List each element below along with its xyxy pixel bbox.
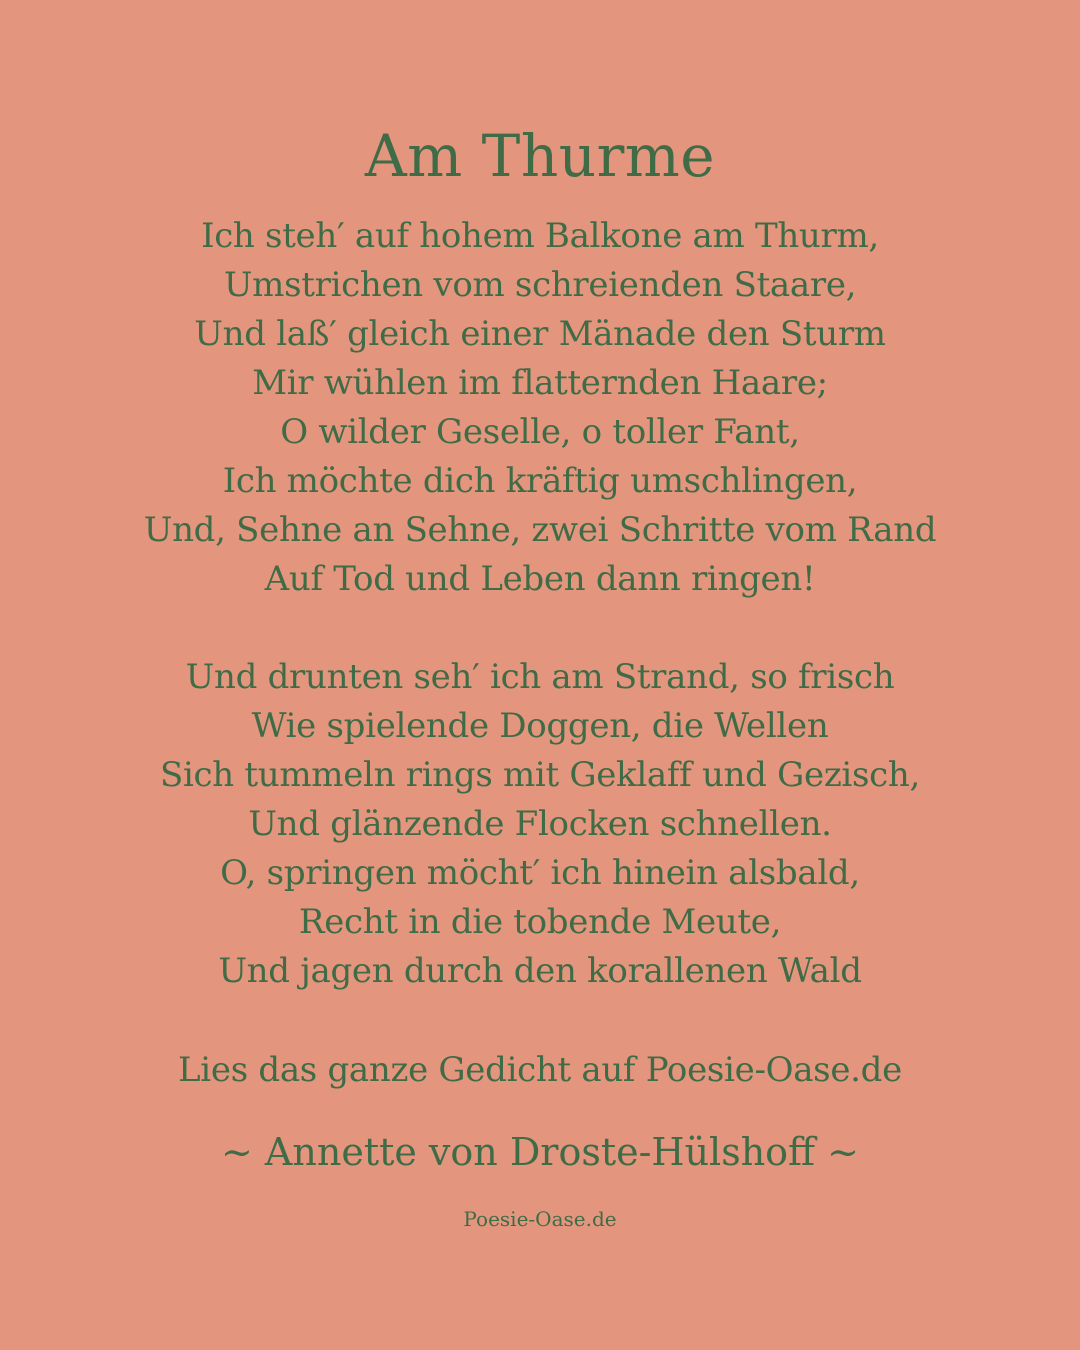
poem-line: Und drunten seh′ ich am Strand, so frisch xyxy=(185,657,895,697)
poem-line: Sich tummeln rings mit Geklaff und Gezisch, xyxy=(159,755,921,795)
poem-line: Recht in die tobende Meute, xyxy=(298,902,782,942)
poem-line: Und, Sehne an Sehne, zwei Schritte vom Rand xyxy=(143,510,937,550)
poem-line: Auf Tod und Leben dann ringen! xyxy=(264,559,816,599)
stanza-1 xyxy=(0,212,1080,604)
author-credit: ~ Annette von Droste-Hülshoff ~ xyxy=(221,1130,859,1174)
poem-line: O, springen möcht′ ich hinein alsbald, xyxy=(220,853,860,893)
read-more-text: Lies das ganze Gedicht auf Poesie-Oase.de xyxy=(178,1050,902,1090)
poem-body xyxy=(0,212,1080,996)
poem-line: O wilder Geselle, o toller Fant, xyxy=(280,412,800,452)
site-footer: Poesie-Oase.de xyxy=(463,1207,617,1231)
poem-line: Und jagen durch den korallenen Wald xyxy=(218,951,862,991)
poem-line: Und laß′ gleich einer Mänade den Sturm xyxy=(194,314,886,354)
poem-line: Wie spielende Doggen, die Wellen xyxy=(251,706,829,746)
stanza-2 xyxy=(0,653,1080,996)
poem-line: Mir wühlen im flatternden Haare; xyxy=(252,363,828,403)
poem-line: Ich steh′ auf hohem Balkone am Thurm, xyxy=(201,216,879,256)
poem-line: Ich möchte dich kräftig umschlingen, xyxy=(222,461,858,501)
poem-line: Umstrichen vom schreienden Staare, xyxy=(223,265,857,305)
poem-title: Am Thurme xyxy=(364,122,716,190)
poem-line: Und glänzende Flocken schnellen. xyxy=(248,804,832,844)
